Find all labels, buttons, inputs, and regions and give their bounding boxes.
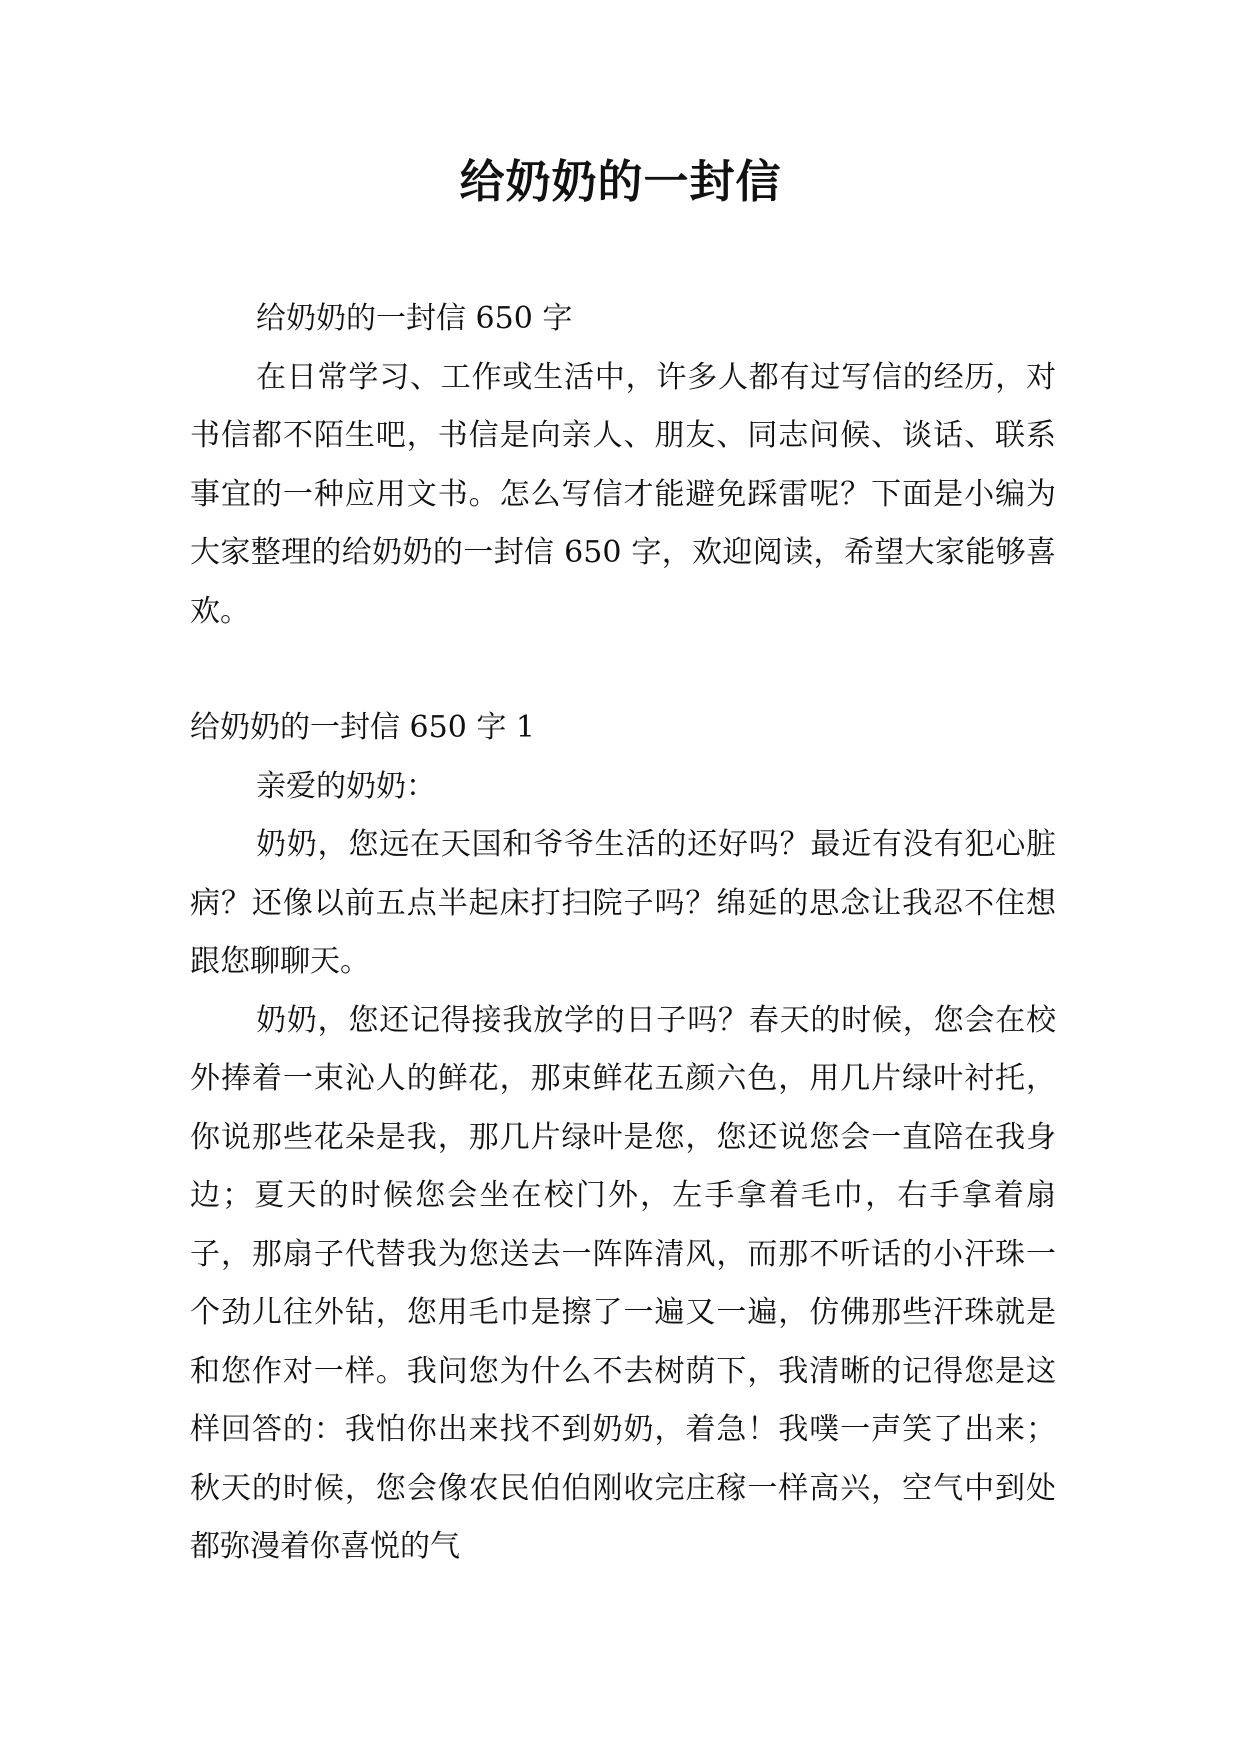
intro-paragraph: 在日常学习、工作或生活中，许多人都有过写信的经历，对书信都不陌生吧，书信是向亲人、朋友、同志问候、谈话、联系事宜的一种应用文书。怎么写信才能避免踩雷呢？下面是小编为大家整理的给奶奶的一封信 650 字，欢迎阅读，希望大家能够喜欢。 [190, 359, 1056, 629]
document-title: 给奶奶的一封信 [459, 155, 782, 208]
body-paragraph: 奶奶，您还记得接我放学的日子吗？春天的时候，您会在校外捧着一束沁人的鲜花，那束鲜花五颜六色，用几片绿叶衬托，你说那些花朵是我，那几片绿叶是您，您还说您会一直陪在我身边；夏天的时候您会坐在校门外，左手拿着毛巾，右手拿着扇子，那扇子代替我为您送去一阵阵清风，而那不听话的小汗珠一个劲儿往外钻，您用毛巾是擦了一遍又一遍，仿佛那些汗珠就是和您作对一样。我问您为什么不去树荫下，我清晰的记得您是这样回答的：我怕你出来找不到奶奶，着急！我噗一声笑了出来；秋天的时候，您会像农民伯伯刚收完庄稼一样高兴，空气中到处都弥漫着你喜悦的气 [190, 1002, 1056, 1564]
section-gap [190, 641, 1056, 699]
body-paragraph: 奶奶，您远在天国和爷爷生活的还好吗？最近有没有犯心脏病？还像以前五点半起床打扫院子吗？绵延的思念让我忍不住想跟您聊聊天。 [190, 827, 1056, 979]
document-body [190, 290, 1056, 1577]
salutation: 亲爱的奶奶： [256, 768, 436, 804]
subtitle: 给奶奶的一封信 650 字 [256, 301, 573, 336]
section-heading: 给奶奶的一封信 650 字 1 [190, 710, 535, 745]
